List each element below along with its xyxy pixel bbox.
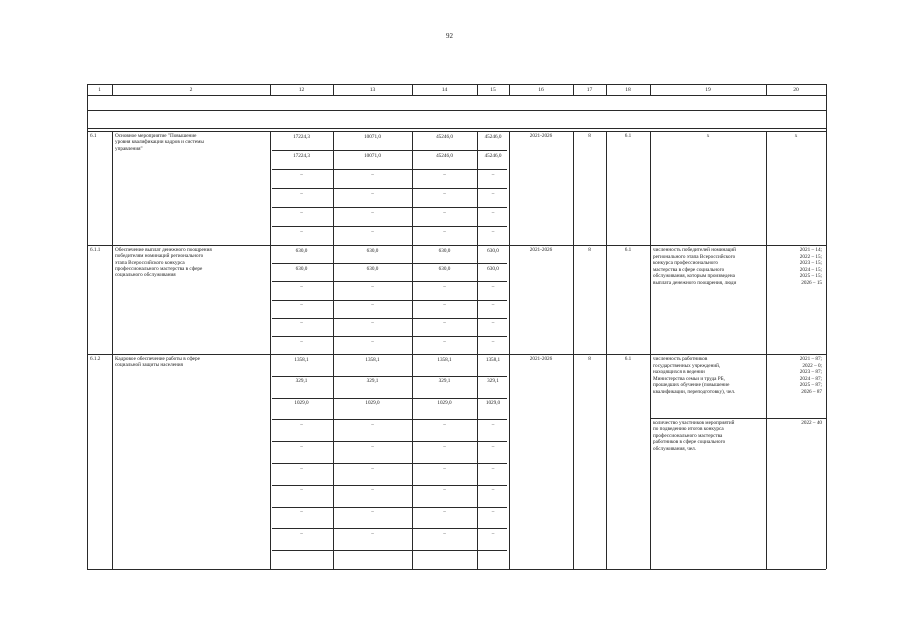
row-rule [87, 84, 826, 85]
column-rule [606, 245, 607, 354]
amount-cell: – [300, 171, 303, 178]
row-rule [272, 376, 507, 377]
amount-cell: 10071,0 [364, 152, 381, 159]
row-rule [272, 226, 507, 227]
amount-cell: – [443, 487, 446, 494]
header-col-18: 18 [625, 86, 631, 93]
row-rule [272, 336, 507, 337]
amount-cell: – [371, 320, 374, 327]
header-col-2: 2 [189, 86, 193, 93]
row-rule [272, 550, 507, 551]
amount-cell: – [491, 209, 495, 216]
amount-cell: – [300, 465, 303, 472]
header-col-12: 12 [298, 86, 305, 93]
amount-cell: – [300, 421, 303, 428]
row-rule [87, 128, 826, 129]
row-rule [272, 188, 507, 189]
target-line: 2026 – 15 [801, 280, 822, 286]
indicator-line: выплата денежного поощрения, люди [653, 280, 737, 286]
amount-cell: – [491, 421, 495, 428]
amount-cell: – [300, 209, 303, 216]
amount-cell: – [300, 338, 303, 345]
amount-cell: – [300, 443, 303, 450]
indicator-line: численность победителей номинаций [653, 247, 736, 253]
section-code: 6.1.1 [90, 247, 101, 253]
amount-cell: – [443, 228, 446, 235]
amount-cell: 329,1 [438, 378, 451, 385]
amount-cell: 1029,0 [365, 400, 380, 407]
target-line: 2022 – 15; [799, 253, 822, 260]
amount-cell: 630,0 [295, 265, 308, 272]
indicator-line: работников в сфере социального [653, 439, 726, 446]
row-rule [272, 419, 507, 420]
amount-cell: 1358,1 [485, 356, 501, 363]
col17-cell: 8 [588, 247, 591, 253]
column-rule [509, 354, 510, 569]
indicator-cell: х [706, 133, 710, 139]
indicator-line: профессионального мастерства [653, 432, 723, 439]
col18-cell: 6.1 [624, 247, 632, 253]
col17-cell: 8 [588, 356, 591, 362]
amount-cell: – [371, 465, 374, 472]
header-col-1: 1 [98, 86, 101, 93]
row-rule [272, 463, 507, 464]
column-rule [826, 84, 827, 569]
row-rule [272, 169, 507, 170]
indicator-line: Министерства семьи и труда РБ, [653, 375, 725, 382]
amount-cell: – [491, 465, 495, 472]
amount-cell: – [300, 228, 303, 235]
amount-cell: – [300, 320, 303, 327]
row-rule [272, 398, 507, 399]
section-name-line: победителям номинаций регионального [115, 253, 204, 260]
amount-cell: – [443, 443, 446, 450]
row-rule [87, 95, 826, 96]
column-rule [112, 354, 113, 569]
amount-cell: 630,0 [438, 265, 451, 272]
section-code: 6.1 [90, 133, 97, 139]
target-line: 2026 – 87 [801, 389, 822, 395]
target-line: 2021 – 14; [799, 247, 822, 253]
period-cell: 2021-2026 [529, 356, 553, 362]
section-name-line: Основное мероприятие "Повышение [115, 133, 197, 139]
amount-cell: – [491, 190, 495, 197]
section-name-line: профессионального мастерства в сфере [115, 265, 203, 272]
amount-cell: – [300, 302, 303, 309]
column-rule [606, 131, 607, 245]
row-rule [272, 441, 507, 442]
amount-cell: – [491, 487, 495, 494]
amount-cell: – [443, 171, 446, 178]
amount-cell: 10071,0 [364, 133, 381, 140]
amount-cell: – [443, 530, 446, 537]
target-cell: х [794, 133, 798, 139]
column-rule [650, 354, 651, 569]
amount-cell: – [491, 228, 495, 235]
amount-cell: – [491, 443, 495, 450]
amount-cell: – [443, 320, 446, 327]
section-name-line: социальной защиты населения [115, 362, 183, 369]
amount-cell: 630,0 [438, 247, 451, 254]
target-line: 2025 – 87; [799, 382, 822, 389]
amount-cell: 17224,3 [293, 152, 310, 159]
indicator-line: количество участников мероприятий [653, 419, 735, 426]
section-name-line: социального обслуживания [115, 272, 176, 279]
header-col-15: 15 [490, 86, 496, 93]
amount-cell: – [371, 421, 374, 428]
amount-cell: – [443, 421, 446, 428]
col18-cell: 6.1 [624, 133, 632, 139]
amount-cell: 329,1 [366, 378, 379, 385]
target-line: 2021 – 87; [799, 356, 822, 362]
amount-cell: 1029,0 [485, 400, 501, 407]
amount-cell: 1029,0 [294, 400, 309, 407]
indicator-line: государственных учреждений, [653, 362, 721, 369]
amount-cell: – [300, 283, 303, 290]
amount-cell: – [443, 190, 446, 197]
indicator-line: конкурса профессионального [653, 260, 718, 267]
amount-cell: 630,0 [366, 265, 379, 272]
amount-cell: – [371, 509, 374, 516]
amount-cell: – [491, 530, 495, 537]
amount-cell: – [371, 530, 374, 537]
period-cell: 2021-2026 [529, 133, 553, 139]
header-col-13: 13 [369, 86, 376, 93]
indicator-line: находящихся в ведении [653, 369, 705, 376]
amount-cell: 1358,1 [365, 356, 380, 363]
column-rule [87, 84, 88, 569]
amount-cell: 45246,0 [436, 133, 453, 140]
amount-cell: – [300, 509, 303, 516]
row-rule [87, 245, 826, 246]
amount-cell: – [443, 302, 446, 309]
page-number: 92 [446, 32, 453, 40]
amount-cell: – [443, 465, 446, 472]
amount-cell: – [491, 509, 495, 516]
target-line: 2024 – 87; [799, 375, 822, 382]
col17-cell: 8 [588, 133, 591, 139]
amount-cell: 1029,0 [437, 400, 452, 407]
col18-cell: 6.1 [624, 356, 632, 362]
amount-cell: 45246,0 [484, 152, 502, 159]
amount-cell: – [491, 171, 495, 178]
indicator-line: прошедших обучение (повышение [653, 382, 730, 389]
indicator-line: мастерства в сфере социального [653, 266, 725, 273]
amount-cell: – [371, 338, 374, 345]
amount-cell: – [371, 487, 374, 494]
column-rule [606, 354, 607, 569]
column-rule [766, 131, 767, 245]
section-name-line: Кадровое обеспечение работы в сфере [115, 356, 200, 362]
row-rule [272, 281, 507, 282]
amount-cell: – [491, 283, 495, 290]
amount-cell: – [371, 171, 374, 178]
row-rule [272, 300, 507, 301]
amount-cell: – [371, 209, 374, 216]
amount-cell: – [371, 283, 374, 290]
indicator-line: регионального этапа Всероссийского [653, 253, 736, 260]
section-name-line: этапа Всероссийского конкурса [115, 259, 185, 266]
indicator-line: обслуживания, которым произведена [653, 273, 735, 280]
row-rule [272, 150, 507, 151]
amount-cell: 45246,0 [484, 133, 502, 140]
amount-cell: 630,0 [295, 247, 308, 254]
amount-cell: – [371, 228, 374, 235]
target-line: 2023 – 15; [799, 260, 822, 267]
column-rule [509, 245, 510, 354]
row-rule [87, 569, 826, 570]
column-rule [650, 245, 651, 354]
amount-cell: – [443, 509, 446, 516]
amount-cell: 45246,0 [436, 152, 453, 159]
indicator-line: по подведению итогов конкурса [653, 426, 724, 433]
row-rule [272, 318, 507, 319]
amount-cell: – [443, 283, 446, 290]
column-rule [573, 245, 574, 354]
amount-cell: – [371, 302, 374, 309]
target-line: 2022 – 40 [801, 419, 822, 426]
amount-cell: 329,1 [487, 378, 499, 385]
amount-cell: – [491, 320, 495, 327]
amount-cell: – [443, 209, 446, 216]
indicator-line: квалификации, переподготовку), чел. [653, 389, 736, 395]
header-col-20: 20 [793, 86, 799, 93]
amount-cell: 329,1 [295, 378, 308, 385]
column-rule [573, 354, 574, 569]
header-col-16: 16 [538, 86, 544, 93]
period-cell: 2021-2026 [529, 247, 553, 253]
program-table [87, 84, 826, 569]
section-code: 6.1.2 [90, 356, 101, 362]
header-col-19: 19 [705, 86, 711, 93]
amount-cell: – [371, 443, 374, 450]
column-rule [573, 131, 574, 245]
section-name-line: уровня квалификации кадров и системы [115, 139, 204, 146]
amount-cell: 1358,1 [437, 356, 452, 363]
row-rule [87, 110, 826, 111]
row-rule [272, 528, 507, 529]
amount-cell: 17224,3 [293, 133, 310, 140]
section-name-line: Обеспечение выплат денежного поощрения [115, 247, 212, 253]
row-rule [272, 507, 507, 508]
target-line: 2024 – 15; [799, 266, 822, 273]
header-col-17: 17 [586, 86, 593, 93]
section-name-line: управления" [115, 145, 143, 152]
target-line: 2023 – 87; [799, 369, 822, 376]
column-rule [650, 131, 651, 245]
amount-cell: – [443, 338, 446, 345]
row-rule [272, 207, 507, 208]
indicator-line: обслуживания, чел. [653, 446, 697, 452]
indicator-line: численность работников [653, 356, 708, 362]
target-line: 2022 – 0; [802, 362, 822, 369]
row-rule [272, 263, 507, 264]
amount-cell: – [371, 190, 374, 197]
amount-cell: – [300, 487, 303, 494]
column-rule [112, 131, 113, 245]
column-rule [509, 131, 510, 245]
amount-cell: – [491, 338, 495, 345]
header-col-14: 14 [441, 86, 448, 93]
amount-cell: – [300, 190, 303, 197]
row-rule [87, 131, 826, 132]
amount-cell: – [491, 302, 495, 309]
amount-cell: – [300, 530, 303, 537]
row-rule [87, 354, 826, 355]
row-rule [650, 418, 826, 419]
amount-cell: 630,0 [487, 247, 499, 254]
row-rule [272, 485, 507, 486]
amount-cell: 630,0 [366, 247, 379, 254]
amount-cell: 630,0 [487, 265, 499, 272]
amount-cell: 1358,1 [294, 356, 309, 363]
target-line: 2025 – 15; [799, 273, 822, 280]
column-rule [112, 245, 113, 354]
